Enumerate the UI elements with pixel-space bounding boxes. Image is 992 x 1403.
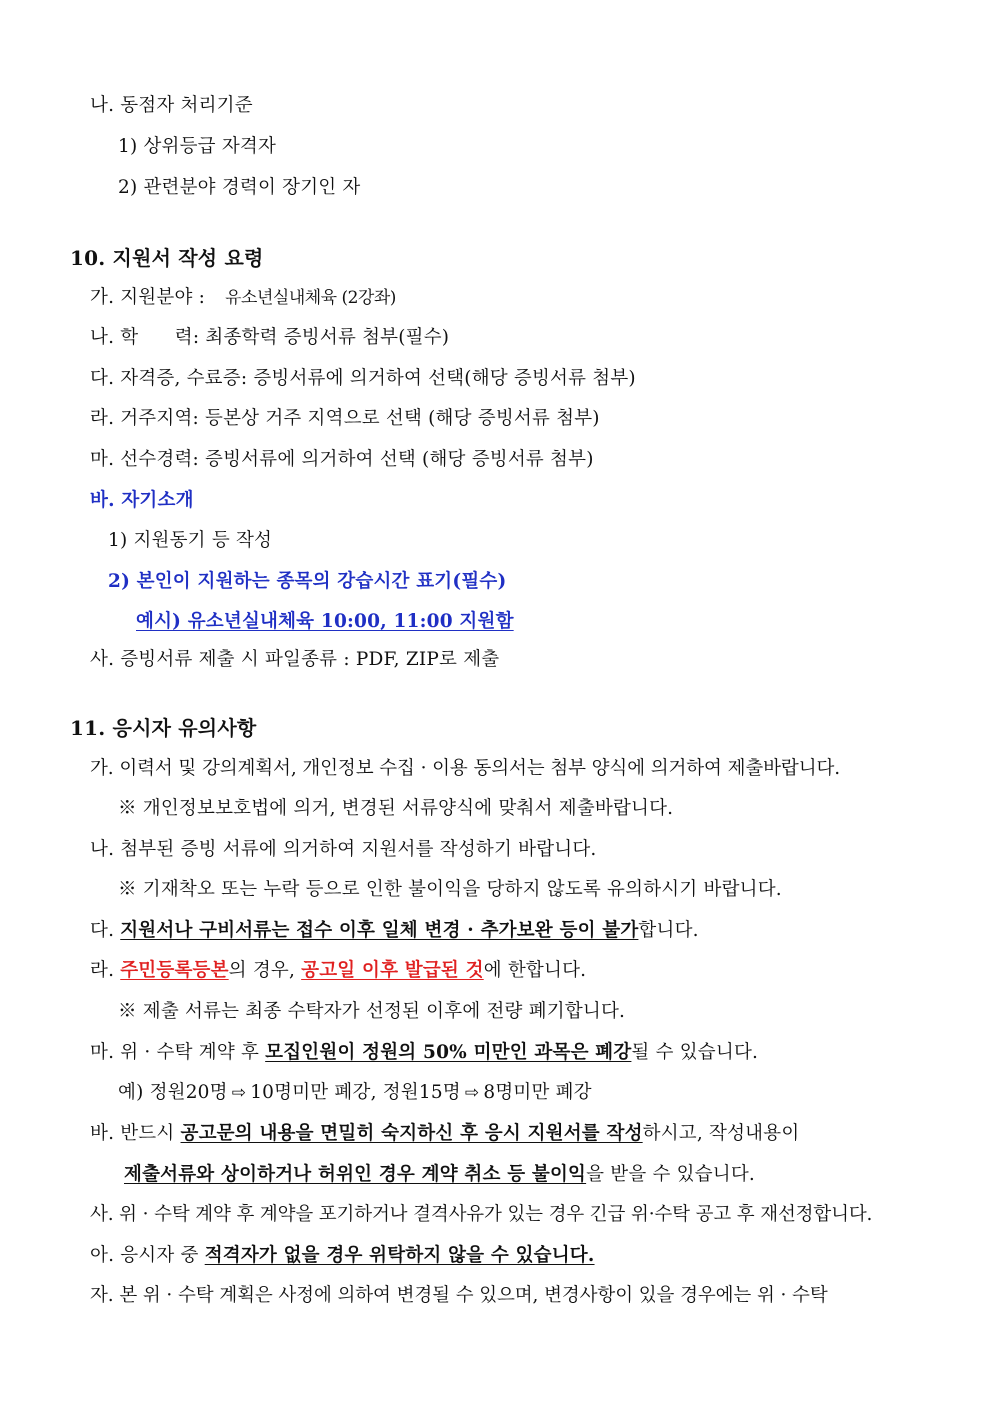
- notice-da-emphasis: 지원서나 구비서류는 접수 이후 일체 변경 · 추가보완 등이 불가: [120, 920, 639, 941]
- notice-ba-prefix: 바. 반드시: [90, 1123, 181, 1144]
- notice-ra-note: ※ 제출 서류는 최종 수탁자가 선정된 이후에 전량 폐기합니다.: [118, 1001, 626, 1022]
- notice-ra: [90, 958, 586, 984]
- notice-ja: 자. 본 위 · 수탁 계획은 사정에 의하여 변경될 수 있으며, 변경사항이 있을 경우에는 위 · 수탁: [90, 1285, 828, 1306]
- tie-rule-item-1: 1) 상위등급 자격자: [118, 136, 277, 157]
- notice-ba-continued: [124, 1162, 755, 1188]
- example-part-a: 예) 정원20명: [118, 1082, 228, 1103]
- self-intro-title: 바. 자기소개: [90, 490, 194, 511]
- notice-da: [90, 918, 699, 944]
- education-rule: 나. 학 력: 최종학력 증빙서류 첨부(필수): [90, 327, 450, 348]
- notice-ma: [90, 1040, 758, 1066]
- notice-ga: 가. 이력서 및 강의계획서, 개인정보 수집 · 이용 동의서는 첨부 양식에 의거하여 제출바랍니다.: [90, 758, 841, 779]
- tie-rule-title: 나. 동점자 처리기준: [90, 95, 253, 116]
- notice-ra-prefix: 라.: [90, 960, 121, 981]
- residence-rule: 라. 거주지역: 등본상 거주 지역으로 선택 (해당 증빙서류 첨부): [90, 408, 600, 429]
- right-arrow-icon: ⇨: [464, 1083, 480, 1103]
- notice-ra-mid: 의 경우,: [228, 960, 302, 981]
- notice-ba2-suffix: 을 받을 수 있습니다.: [586, 1164, 756, 1185]
- self-intro-item-2: 2) 본인이 지원하는 종목의 강습시간 표기(필수): [108, 571, 507, 592]
- file-type-rule: 사. 증빙서류 제출 시 파일종류 : PDF, ZIP로 제출: [90, 649, 500, 670]
- notice-ra-emphasis-2: 공고일 이후 발급된 것: [301, 960, 484, 981]
- field-of-application: [90, 285, 396, 311]
- notice-sa: 사. 위 · 수탁 계약 후 계약을 포기하거나 결격사유가 있는 경우 긴급 위·수탁 공고 후 재선정합니다.: [90, 1204, 873, 1225]
- field-value: 유소년실내체육 (2강좌): [225, 288, 396, 308]
- tie-rule-item-2: 2) 관련분야 경력이 장기인 자: [118, 177, 361, 198]
- self-intro-example: 예시) 유소년실내체육 10:00, 11:00 지원함: [136, 611, 514, 632]
- notice-a-emphasis: 적격자가 없을 경우 위탁하지 않을 수 있습니다.: [204, 1245, 595, 1266]
- notice-a-prefix: 아. 응시자 중: [90, 1245, 205, 1266]
- example-part-c: 8명미만 폐강: [483, 1082, 592, 1103]
- notice-ma-emphasis: 모집인원이 정원의 50% 미만인 과목은 폐강: [265, 1042, 632, 1063]
- example-part-b: 10명미만 폐강, 정원15명: [250, 1082, 461, 1103]
- athlete-career-rule: 마. 선수경력: 증빙서류에 의거하여 선택 (해당 증빙서류 첨부): [90, 449, 594, 470]
- notice-na: 나. 첨부된 증빙 서류에 의거하여 지원서를 작성하기 바랍니다.: [90, 839, 597, 860]
- notice-da-prefix: 다.: [90, 920, 121, 941]
- section-11-heading: 11. 응시자 유의사항: [70, 716, 257, 740]
- notice-ba-emphasis: 공고문의 내용을 면밀히 숙지하신 후 응시 지원서를 작성: [180, 1123, 643, 1144]
- right-arrow-icon: ⇨: [231, 1083, 247, 1103]
- notice-ga-note: ※ 개인정보보호법에 의거, 변경된 서류양식에 맞춰서 제출바랍니다.: [118, 798, 674, 819]
- self-intro-item-1: 1) 지원동기 등 작성: [108, 530, 273, 551]
- notice-ra-emphasis-1: 주민등록등본: [120, 960, 229, 981]
- notice-ba: [90, 1121, 799, 1147]
- field-label: 가. 지원분야 :: [90, 287, 206, 308]
- notice-ra-suffix: 에 한합니다.: [483, 960, 587, 981]
- certificate-rule: 다. 자격증, 수료증: 증빙서류에 의거하여 선택(해당 증빙서류 첨부): [90, 368, 636, 389]
- section-10-heading: 10. 지원서 작성 요령: [70, 246, 264, 270]
- notice-na-note: ※ 기재착오 또는 누락 등으로 인한 불이익을 당하지 않도록 유의하시기 바랍니다.: [118, 879, 782, 900]
- notice-ma-example: [118, 1080, 592, 1106]
- notice-a: [90, 1243, 595, 1269]
- notice-ma-suffix: 될 수 있습니다.: [631, 1042, 759, 1063]
- notice-ba2-emphasis: 제출서류와 상이하거나 허위인 경우 계약 취소 등 불이익: [124, 1164, 587, 1185]
- notice-ma-prefix: 마. 위 · 수탁 계약 후: [90, 1042, 266, 1063]
- notice-da-suffix: 합니다.: [638, 920, 699, 941]
- notice-ba-suffix: 하시고, 작성내용이: [642, 1123, 800, 1144]
